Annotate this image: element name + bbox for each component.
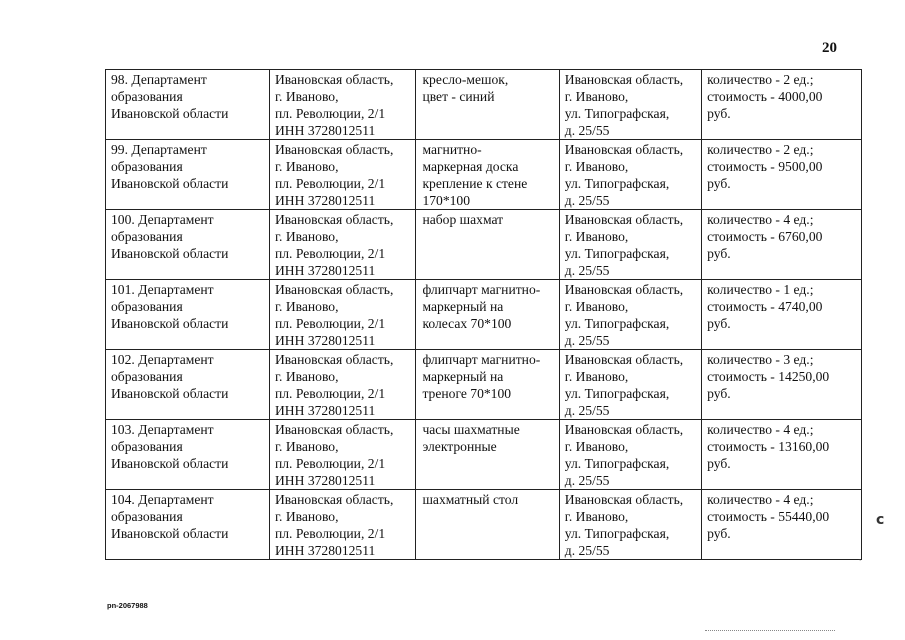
cell-quantity-cost bbox=[702, 420, 862, 490]
cell-location-line: г. Иваново, bbox=[564, 299, 629, 314]
cell-quantity-cost-line: количество - 2 ед.; bbox=[707, 142, 814, 157]
cell-address bbox=[269, 210, 415, 280]
cell-address-line: ИНН 3728012511 bbox=[274, 193, 376, 208]
cell-item-line: кресло-мешок, bbox=[422, 72, 509, 87]
cell-item-line: флипчарт магнитно- bbox=[422, 352, 541, 367]
cell-location-line: д. 25/55 bbox=[564, 263, 610, 278]
cell-organization bbox=[106, 70, 270, 140]
cell-organization-line: образования bbox=[111, 89, 183, 104]
table-row bbox=[106, 70, 862, 140]
cell-address bbox=[269, 280, 415, 350]
bottom-dotted-rule bbox=[705, 630, 835, 631]
cell-location-line: д. 25/55 bbox=[564, 333, 610, 348]
cell-quantity-cost-line: стоимость - 6760,00 bbox=[707, 229, 823, 244]
cell-address-line: пл. Революции, 2/1 bbox=[274, 106, 386, 121]
table-body bbox=[106, 70, 862, 560]
cell-item-line: электронные bbox=[422, 439, 497, 454]
cell-quantity-cost bbox=[702, 70, 862, 140]
cell-address-line: г. Иваново, bbox=[274, 229, 339, 244]
cell-quantity-cost bbox=[702, 140, 862, 210]
scan-artifact-tick: ˺ bbox=[858, 559, 861, 569]
cell-location bbox=[559, 490, 701, 560]
cell-organization-line: Ивановской области bbox=[111, 386, 229, 401]
cell-item bbox=[416, 210, 559, 280]
cell-organization-line: Ивановской области bbox=[111, 246, 229, 261]
cell-address-line: пл. Революции, 2/1 bbox=[274, 386, 386, 401]
cell-quantity-cost-line: руб. bbox=[707, 246, 731, 261]
cell-location-line: ул. Типографская, bbox=[564, 176, 670, 191]
cell-address-line: ИНН 3728012511 bbox=[274, 333, 376, 348]
cell-quantity-cost-line: количество - 4 ед.; bbox=[707, 492, 814, 507]
cell-item bbox=[416, 490, 559, 560]
cell-location-line: ул. Типографская, bbox=[564, 106, 670, 121]
cell-address-line: г. Иваново, bbox=[274, 369, 339, 384]
cell-address-line: Ивановская область, bbox=[274, 142, 394, 157]
cell-address bbox=[269, 140, 415, 210]
cell-quantity-cost bbox=[702, 350, 862, 420]
cell-item bbox=[416, 70, 559, 140]
cell-item bbox=[416, 350, 559, 420]
cell-address-line: Ивановская область, bbox=[274, 72, 394, 87]
cell-location-line: г. Иваново, bbox=[564, 159, 629, 174]
cell-organization-line: Ивановской области bbox=[111, 456, 229, 471]
cell-quantity-cost-line: стоимость - 9500,00 bbox=[707, 159, 823, 174]
cell-quantity-cost-line: руб. bbox=[707, 316, 731, 331]
cell-item-line: флипчарт магнитно- bbox=[422, 282, 541, 297]
cell-location-line: г. Иваново, bbox=[564, 439, 629, 454]
cell-quantity-cost bbox=[702, 210, 862, 280]
cell-location-line: г. Иваново, bbox=[564, 89, 629, 104]
cell-location-line: Ивановская область, bbox=[564, 142, 684, 157]
cell-address-line: г. Иваново, bbox=[274, 439, 339, 454]
cell-location-line: д. 25/55 bbox=[564, 123, 610, 138]
cell-address-line: Ивановская область, bbox=[274, 422, 394, 437]
cell-address bbox=[269, 350, 415, 420]
cell-quantity-cost-line: руб. bbox=[707, 176, 731, 191]
cell-address-line: Ивановская область, bbox=[274, 352, 394, 367]
cell-address-line: пл. Революции, 2/1 bbox=[274, 176, 386, 191]
cell-organization bbox=[106, 420, 270, 490]
cell-quantity-cost-line: стоимость - 4740,00 bbox=[707, 299, 823, 314]
cell-address-line: ИНН 3728012511 bbox=[274, 473, 376, 488]
cell-location-line: д. 25/55 bbox=[564, 193, 610, 208]
cell-quantity-cost-line: руб. bbox=[707, 526, 731, 541]
cell-location-line: д. 25/55 bbox=[564, 403, 610, 418]
cell-organization bbox=[106, 140, 270, 210]
cell-address bbox=[269, 490, 415, 560]
cell-address bbox=[269, 420, 415, 490]
cell-address-line: пл. Революции, 2/1 bbox=[274, 246, 386, 261]
cell-address-line: пл. Революции, 2/1 bbox=[274, 316, 386, 331]
table-row bbox=[106, 490, 862, 560]
cell-item bbox=[416, 280, 559, 350]
cell-address-line: г. Иваново, bbox=[274, 509, 339, 524]
cell-location-line: Ивановская область, bbox=[564, 212, 684, 227]
cell-location bbox=[559, 280, 701, 350]
cell-organization-line: Ивановской области bbox=[111, 176, 229, 191]
cell-address-line: Ивановская область, bbox=[274, 492, 394, 507]
cell-location bbox=[559, 210, 701, 280]
cell-organization-line: образования bbox=[111, 299, 183, 314]
cell-location-line: д. 25/55 bbox=[564, 473, 610, 488]
cell-quantity-cost-line: стоимость - 13160,00 bbox=[707, 439, 830, 454]
cell-location-line: г. Иваново, bbox=[564, 369, 629, 384]
cell-organization-line: образования bbox=[111, 369, 183, 384]
table-row bbox=[106, 350, 862, 420]
cell-quantity-cost bbox=[702, 280, 862, 350]
cell-organization-line: образования bbox=[111, 509, 183, 524]
cell-address-line: ИНН 3728012511 bbox=[274, 263, 376, 278]
cell-item-line: часы шахматные bbox=[422, 422, 520, 437]
cell-location-line: д. 25/55 bbox=[564, 543, 610, 558]
document-code: pn-2067988 bbox=[107, 601, 148, 610]
cell-location-line: ул. Типографская, bbox=[564, 456, 670, 471]
cell-location-line: Ивановская область, bbox=[564, 282, 684, 297]
cell-location-line: Ивановская область, bbox=[564, 72, 684, 87]
cell-location-line: Ивановская область, bbox=[564, 492, 684, 507]
cell-address-line: пл. Революции, 2/1 bbox=[274, 526, 386, 541]
cell-quantity-cost-line: руб. bbox=[707, 106, 731, 121]
cell-item-line: маркерный на bbox=[422, 369, 504, 384]
table-row bbox=[106, 210, 862, 280]
cell-address-line: ИНН 3728012511 bbox=[274, 123, 376, 138]
cell-location-line: ул. Типографская, bbox=[564, 526, 670, 541]
cell-address-line: пл. Революции, 2/1 bbox=[274, 456, 386, 471]
cell-item bbox=[416, 140, 559, 210]
cell-organization-line: 102. Департамент bbox=[111, 352, 214, 367]
cell-item-line: шахматный стол bbox=[422, 492, 519, 507]
cell-address-line: ИНН 3728012511 bbox=[274, 403, 376, 418]
cell-address bbox=[269, 70, 415, 140]
cell-location-line: г. Иваново, bbox=[564, 509, 629, 524]
cell-address-line: г. Иваново, bbox=[274, 299, 339, 314]
table-row bbox=[106, 140, 862, 210]
cell-address-line: г. Иваново, bbox=[274, 89, 339, 104]
cell-location bbox=[559, 420, 701, 490]
table-row bbox=[106, 280, 862, 350]
cell-quantity-cost-line: количество - 4 ед.; bbox=[707, 422, 814, 437]
cell-item-line: магнитно- bbox=[422, 142, 482, 157]
cell-item-line: маркерный на bbox=[422, 299, 504, 314]
cell-organization-line: 103. Департамент bbox=[111, 422, 214, 437]
cell-organization-line: Ивановской области bbox=[111, 526, 229, 541]
cell-quantity-cost-line: стоимость - 55440,00 bbox=[707, 509, 830, 524]
scan-artifact-mark: c bbox=[876, 512, 885, 528]
cell-organization bbox=[106, 490, 270, 560]
cell-quantity-cost-line: стоимость - 14250,00 bbox=[707, 369, 830, 384]
cell-organization bbox=[106, 350, 270, 420]
cell-quantity-cost-line: количество - 2 ед.; bbox=[707, 72, 814, 87]
cell-organization-line: Ивановской области bbox=[111, 106, 229, 121]
cell-address-line: Ивановская область, bbox=[274, 282, 394, 297]
cell-organization-line: образования bbox=[111, 229, 183, 244]
cell-quantity-cost-line: руб. bbox=[707, 456, 731, 471]
cell-quantity-cost-line: количество - 1 ед.; bbox=[707, 282, 814, 297]
table-row bbox=[106, 420, 862, 490]
cell-address-line: ИНН 3728012511 bbox=[274, 543, 376, 558]
cell-location-line: ул. Типографская, bbox=[564, 316, 670, 331]
cell-location-line: Ивановская область, bbox=[564, 352, 684, 367]
cell-organization-line: 104. Департамент bbox=[111, 492, 214, 507]
cell-location-line: Ивановская область, bbox=[564, 422, 684, 437]
cell-organization-line: образования bbox=[111, 159, 183, 174]
cell-address-line: Ивановская область, bbox=[274, 212, 394, 227]
page-number: 20 bbox=[822, 40, 837, 56]
cell-item-line: треноге 70*100 bbox=[422, 386, 512, 401]
cell-organization-line: Ивановской области bbox=[111, 316, 229, 331]
cell-quantity-cost-line: количество - 4 ед.; bbox=[707, 212, 814, 227]
cell-organization-line: 101. Департамент bbox=[111, 282, 214, 297]
cell-location bbox=[559, 140, 701, 210]
cell-quantity-cost-line: стоимость - 4000,00 bbox=[707, 89, 823, 104]
cell-organization bbox=[106, 210, 270, 280]
cell-item-line: 170*100 bbox=[422, 193, 471, 208]
property-table bbox=[105, 69, 862, 560]
cell-address-line: г. Иваново, bbox=[274, 159, 339, 174]
cell-organization-line: 100. Департамент bbox=[111, 212, 214, 227]
cell-quantity-cost-line: количество - 3 ед.; bbox=[707, 352, 814, 367]
cell-item bbox=[416, 420, 559, 490]
cell-item-line: цвет - синий bbox=[422, 89, 495, 104]
cell-organization-line: образования bbox=[111, 439, 183, 454]
cell-item-line: маркерная доска bbox=[422, 159, 519, 174]
cell-location bbox=[559, 70, 701, 140]
cell-location bbox=[559, 350, 701, 420]
cell-quantity-cost-line: руб. bbox=[707, 386, 731, 401]
cell-location-line: г. Иваново, bbox=[564, 229, 629, 244]
cell-organization-line: 99. Департамент bbox=[111, 142, 207, 157]
cell-item-line: крепление к стене bbox=[422, 176, 528, 191]
cell-location-line: ул. Типографская, bbox=[564, 386, 670, 401]
cell-organization bbox=[106, 280, 270, 350]
cell-location-line: ул. Типографская, bbox=[564, 246, 670, 261]
cell-organization-line: 98. Департамент bbox=[111, 72, 207, 87]
cell-quantity-cost bbox=[702, 490, 862, 560]
cell-item-line: колесах 70*100 bbox=[422, 316, 512, 331]
cell-item-line: набор шахмат bbox=[422, 212, 504, 227]
